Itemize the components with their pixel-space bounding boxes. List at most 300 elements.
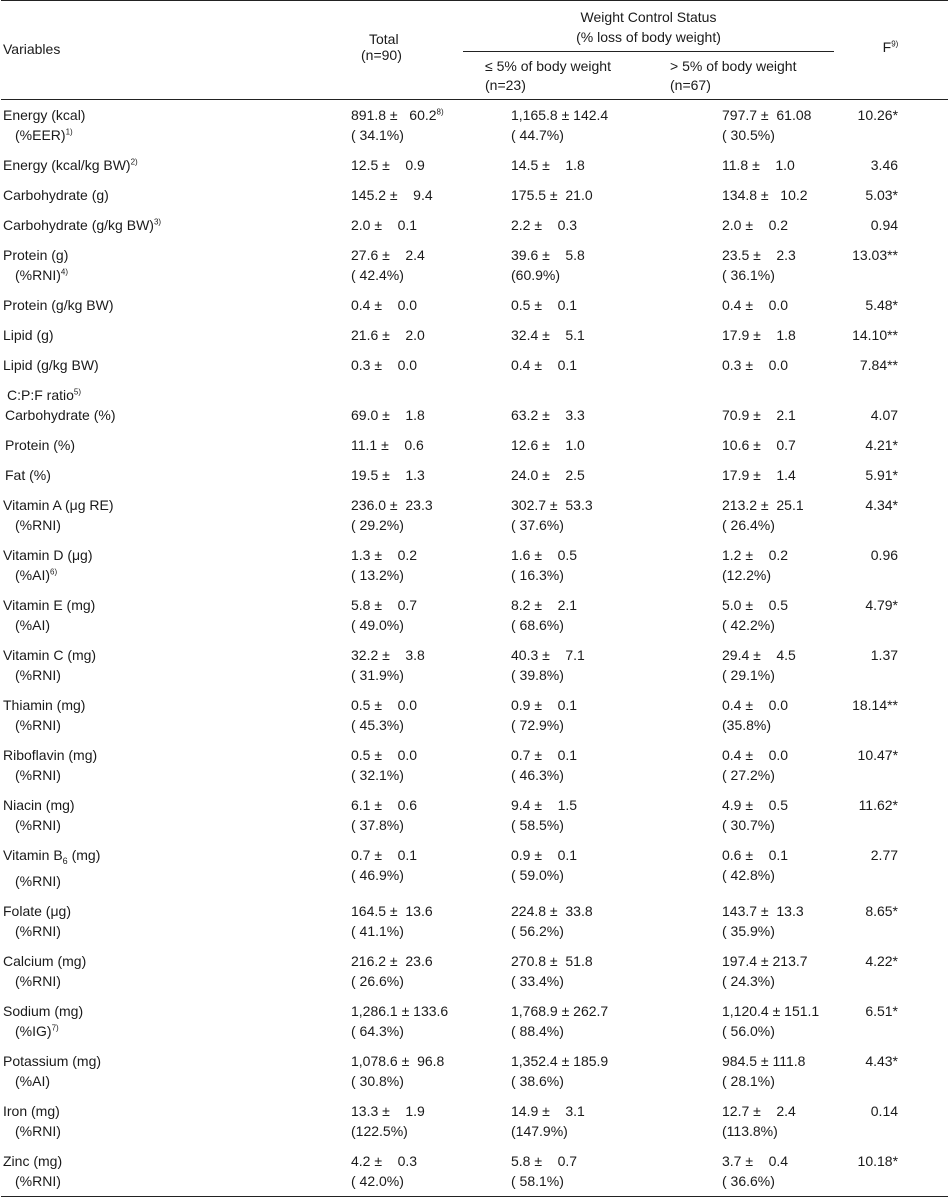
mean-sd-value: 27.6 ± 2.4 [351, 247, 425, 263]
mean-sd-value: 12.5 ± 0.9 [351, 157, 425, 173]
variable-sub-label: (%RNI) [15, 922, 61, 939]
cell-variable [1, 740, 331, 790]
percent-value: ( 16.3%) [511, 567, 564, 583]
cell-le5 [463, 460, 650, 490]
cell-total [331, 290, 463, 320]
variable-name: Niacin (mg) [3, 797, 75, 813]
cell-gt5 [650, 1146, 834, 1197]
cell-total [331, 540, 463, 590]
cell-variable [1, 490, 331, 540]
table-row [1, 840, 948, 896]
mean-sd-value: 40.3 ± 7.1 [511, 647, 585, 663]
mean-sd-value: 134.8 ± 10.2 [722, 187, 808, 203]
variable-sub-label: (%EER) [15, 127, 66, 143]
mean-sd-value: 0.6 ± 0.1 [722, 847, 789, 863]
cell-f-value [834, 1096, 948, 1146]
table-row [1, 640, 948, 690]
variable-name: Vitamin C (mg) [3, 647, 97, 663]
variable-name: Lipid (g/kg BW) [3, 357, 99, 373]
mean-sd-value: 5.8 ± 0.7 [511, 1152, 578, 1169]
cell-f-value [834, 290, 948, 320]
cell-gt5 [650, 490, 834, 540]
mean-sd-value: 197.4 ± 213.7 [722, 952, 808, 969]
mean-sd-value: 0.7 ± 0.1 [511, 747, 578, 763]
mean-sd-value: 2.2 ± 0.3 [511, 217, 578, 233]
f-statistic: 0.14 [870, 1102, 899, 1119]
percent-value: ( 32.1%) [351, 767, 404, 783]
mean-sd-value: 0.9 ± 0.1 [511, 847, 578, 863]
f-statistic: 4.07 [870, 407, 899, 423]
variable-name: Fat (%) [5, 467, 51, 483]
f-statistic: 4.34* [865, 497, 899, 513]
percent-value: ( 28.1%) [722, 1072, 775, 1089]
cell-f-value [834, 640, 948, 690]
mean-sd-value: 70.9 ± 2.1 [722, 407, 796, 423]
cell-f-value [834, 150, 948, 180]
cell-f-value [834, 840, 948, 896]
cell-gt5 [650, 350, 834, 380]
cell-gt5 [650, 640, 834, 690]
variable-name: Vitamin D (μg) [3, 547, 93, 563]
percent-value: ( 37.6%) [511, 517, 564, 533]
percent-value: ( 59.0%) [511, 867, 564, 883]
mean-sd-value: 39.6 ± 5.8 [511, 247, 585, 263]
cell-le5 [463, 210, 650, 240]
variable-name: C:P:F ratio [7, 387, 74, 403]
cell-f-value [834, 100, 948, 151]
mean-sd-value: 4.9 ± 0.5 [722, 797, 789, 813]
mean-sd-value: 0.4 ± 0.0 [722, 297, 789, 313]
mean-sd-value: 21.6 ± 2.0 [351, 327, 425, 343]
table-row [1, 946, 948, 996]
percent-value: ( 88.4%) [511, 1022, 564, 1039]
table-row [1, 320, 948, 350]
header-variables-label: Variables [3, 41, 61, 57]
header-total [331, 1, 463, 100]
mean-sd-value: 32.4 ± 5.1 [511, 327, 585, 343]
cell-f-value [834, 380, 948, 430]
mean-sd-value: 1,078.6 ± 96.8 [351, 1052, 445, 1069]
cell-total [331, 1096, 463, 1146]
header-f-footnote: 9) [891, 39, 899, 49]
percent-value: ( 58.1%) [511, 1172, 564, 1189]
f-statistic: 5.48* [865, 297, 899, 313]
cell-le5 [463, 350, 650, 380]
cell-f-value [834, 790, 948, 840]
cell-total [331, 946, 463, 996]
percent-value: ( 41.1%) [351, 922, 404, 939]
percent-value: ( 24.3%) [722, 972, 775, 989]
variable-name: Sodium (mg) [3, 1002, 84, 1019]
cell-total [331, 640, 463, 690]
cell-variable [1, 180, 331, 210]
variable-name: Iron (mg) [3, 1102, 60, 1119]
mean-sd-value: 0.4 ± 0.1 [511, 357, 578, 373]
mean-sd-value: 984.5 ± 111.8 [722, 1052, 806, 1069]
mean-sd-value: 24.0 ± 2.5 [511, 467, 585, 483]
percent-value: ( 13.2%) [351, 567, 404, 583]
percent-value: (35.8%) [722, 717, 772, 733]
variable-name: Protein (%) [5, 437, 76, 453]
cell-total [331, 100, 463, 151]
cell-variable [1, 790, 331, 840]
mean-sd-value: 302.7 ± 53.3 [511, 497, 593, 513]
variable-subscript: 6 [62, 855, 68, 866]
cell-le5 [463, 690, 650, 740]
percent-value: ( 35.9%) [722, 922, 775, 939]
percent-value: ( 58.5%) [511, 817, 564, 833]
header-le5 [463, 52, 650, 100]
f-statistic: 14.10** [852, 327, 899, 343]
percent-value: (12.2%) [722, 567, 772, 583]
mean-sd-value: 0.9 ± 0.1 [511, 697, 578, 713]
cell-gt5 [650, 790, 834, 840]
cell-gt5 [650, 100, 834, 151]
mean-sd-value: 11.8 ± 1.0 [722, 157, 795, 173]
cell-f-value [834, 490, 948, 540]
cell-gt5 [650, 996, 834, 1046]
percent-value: ( 29.1%) [722, 667, 775, 683]
table-row [1, 180, 948, 210]
mean-sd-value: 270.8 ± 51.8 [511, 952, 593, 969]
percent-value: ( 42.8%) [722, 867, 775, 883]
mean-sd-value: 12.7 ± 2.4 [722, 1102, 796, 1119]
cell-total [331, 240, 463, 290]
f-statistic: 5.03* [865, 187, 899, 203]
percent-value: ( 49.0%) [351, 617, 404, 633]
variable-name: Energy (kcal) [3, 107, 86, 123]
variable-sub-label: (%RNI) [15, 872, 61, 889]
cell-total [331, 690, 463, 740]
percent-value: ( 42.0%) [351, 1172, 404, 1189]
cell-f-value [834, 1046, 948, 1096]
f-statistic: 11.62* [858, 797, 899, 813]
header-gt5 [650, 52, 834, 100]
cell-variable [1, 540, 331, 590]
percent-value: ( 38.6%) [511, 1072, 564, 1089]
variable-name: Riboflavin (mg) [3, 747, 98, 763]
cell-le5 [463, 790, 650, 840]
cell-total [331, 150, 463, 180]
variable-name: Vitamin A (μg RE) [3, 497, 114, 513]
percent-value: ( 45.3%) [351, 717, 404, 733]
cell-gt5 [650, 290, 834, 320]
cell-total [331, 896, 463, 946]
cell-variable [1, 1046, 331, 1096]
cell-gt5 [650, 840, 834, 896]
table-row [1, 290, 948, 320]
percent-value: ( 44.7%) [511, 126, 564, 143]
percent-value: ( 64.3%) [351, 1022, 404, 1039]
cell-total [331, 460, 463, 490]
mean-sd-value: 69.0 ± 1.8 [351, 407, 425, 423]
cell-gt5 [650, 1046, 834, 1096]
mean-sd-value: 0.5 ± 0.0 [351, 697, 418, 713]
variable-sub-label: (%RNI) [15, 1172, 61, 1189]
cell-le5 [463, 896, 650, 946]
cell-le5 [463, 380, 650, 430]
header-group-subtitle: (% loss of body weight) [576, 29, 721, 45]
variable-sub-label: (%RNI) [15, 517, 61, 533]
mean-sd-value: 5.8 ± 0.7 [351, 597, 418, 613]
cell-f-value [834, 1146, 948, 1197]
table-row [1, 100, 948, 151]
table-row [1, 896, 948, 946]
header-gt5-label: > 5% of body weight [670, 58, 797, 74]
cell-total [331, 840, 463, 896]
mean-sd-value: 32.2 ± 3.8 [351, 647, 425, 663]
header-variables [1, 1, 331, 100]
mean-sd-value: 236.0 ± 23.3 [351, 497, 433, 513]
percent-value: (113.8%) [722, 1122, 778, 1139]
header-f-label: F [882, 39, 892, 55]
variable-sub-label: (%RNI) [15, 767, 61, 783]
mean-sd-value: 6.1 ± 0.6 [351, 797, 418, 813]
cell-total [331, 350, 463, 380]
cell-total [331, 490, 463, 540]
cell-le5 [463, 946, 650, 996]
mean-sd-value: 0.4 ± 0.0 [351, 297, 418, 313]
f-statistic: 3.46 [870, 157, 899, 173]
cell-variable [1, 946, 331, 996]
cell-gt5 [650, 150, 834, 180]
table-row [1, 150, 948, 180]
percent-value: ( 37.8%) [351, 817, 404, 833]
variable-name: Carbohydrate (g) [3, 187, 109, 203]
cell-variable [1, 350, 331, 380]
percent-value: ( 26.4%) [722, 517, 775, 533]
header-le5-label: ≤ 5% of body weight [485, 58, 611, 74]
variable-name: Vitamin E (mg) [3, 597, 96, 613]
mean-sd-value: 0.3 ± 0.0 [351, 357, 418, 373]
f-statistic: 1.37 [870, 647, 899, 663]
variable-sub-footnote: 7) [51, 1023, 59, 1033]
variable-footnote: 2) [130, 157, 138, 167]
variable-sub-label: (%RNI) [15, 972, 61, 989]
cell-gt5 [650, 320, 834, 350]
percent-value: ( 36.6%) [722, 1172, 775, 1189]
variable-sub-footnote: 4) [60, 267, 69, 277]
cell-le5 [463, 180, 650, 210]
table-row [1, 240, 948, 290]
cell-le5 [463, 240, 650, 290]
cell-variable [1, 460, 331, 490]
table-row [1, 740, 948, 790]
cell-f-value [834, 240, 948, 290]
table-row [1, 790, 948, 840]
table-row [1, 1046, 948, 1096]
cell-variable [1, 840, 331, 896]
percent-value: ( 26.6%) [351, 972, 404, 989]
cell-total [331, 1146, 463, 1197]
table-row [1, 490, 948, 540]
f-statistic: 8.65* [865, 902, 899, 919]
nutrient-intake-table [1, 0, 948, 1197]
cell-variable [1, 100, 331, 151]
cell-variable [1, 640, 331, 690]
percent-value: ( 68.6%) [511, 617, 564, 633]
cell-f-value [834, 210, 948, 240]
percent-value: ( 31.9%) [351, 667, 404, 683]
percent-value: ( 56.0%) [722, 1022, 775, 1039]
f-statistic: 4.22* [865, 952, 899, 969]
mean-sd-value: 0.4 ± 0.0 [722, 697, 789, 713]
cell-variable [1, 1096, 331, 1146]
cell-f-value [834, 740, 948, 790]
mean-sd-value: 143.7 ± 13.3 [722, 902, 804, 919]
percent-value: ( 34.1%) [351, 127, 404, 143]
mean-sd-value: 2.0 ± 0.1 [351, 217, 418, 233]
mean-sd-value: 0.5 ± 0.0 [351, 747, 418, 763]
header-gt5-n: (n=67) [670, 77, 711, 93]
mean-sd-value: 0.4 ± 0.0 [722, 747, 789, 763]
cell-f-value [834, 590, 948, 640]
mean-sd-value: 1,352.4 ± 185.9 [511, 1052, 609, 1069]
header-f [834, 1, 948, 100]
variable-name: Vitamin B [3, 847, 63, 863]
cell-gt5 [650, 896, 834, 946]
header-weight-control-status [463, 1, 834, 52]
cell-le5 [463, 640, 650, 690]
mean-sd-value: 164.5 ± 13.6 [351, 902, 433, 919]
header-total-label: Total [369, 31, 399, 47]
mean-sd-value: 1,286.1 ± 133.6 [351, 1002, 449, 1019]
percent-value: ( 27.2%) [722, 767, 775, 783]
cell-le5 [463, 430, 650, 460]
f-statistic: 7.84** [859, 357, 899, 373]
variable-sub-footnote: 1) [65, 127, 73, 137]
cell-total [331, 430, 463, 460]
mean-sd-value: 213.2 ± 25.1 [722, 497, 804, 513]
mean-sd-value: 29.4 ± 4.5 [722, 647, 796, 663]
cell-total [331, 210, 463, 240]
cell-total [331, 590, 463, 640]
cell-total [331, 320, 463, 350]
mean-sd-value: 145.2 ± 9.4 [351, 187, 433, 203]
header-total-n: (n=90) [361, 47, 402, 63]
mean-sd-value: 1.6 ± 0.5 [511, 547, 578, 563]
cell-gt5 [650, 946, 834, 996]
mean-sd-value: 4.2 ± 0.3 [351, 1152, 418, 1169]
cell-gt5 [650, 210, 834, 240]
variable-name: Energy (kcal/kg BW) [3, 157, 131, 173]
variable-name: Potassium (mg) [3, 1052, 102, 1069]
mean-sd-value: 224.8 ± 33.8 [511, 902, 593, 919]
f-statistic: 4.43* [865, 1052, 899, 1069]
f-statistic: 0.96 [870, 547, 899, 563]
mean-sd-value: 175.5 ± 21.0 [511, 187, 593, 203]
cell-variable [1, 380, 331, 430]
cell-le5 [463, 1096, 650, 1146]
cell-f-value [834, 946, 948, 996]
mean-sd-value: 1.3 ± 0.2 [351, 547, 418, 563]
mean-sd-value: 0.3 ± 0.0 [722, 357, 789, 373]
header-le5-n: (n=23) [485, 77, 526, 93]
cell-total [331, 740, 463, 790]
variable-name: Protein (g/kg BW) [3, 297, 114, 313]
cell-variable [1, 320, 331, 350]
percent-value: ( 56.2%) [511, 922, 564, 939]
cell-variable [1, 290, 331, 320]
cell-gt5 [650, 540, 834, 590]
mean-sd-value: 14.9 ± 3.1 [511, 1102, 585, 1119]
percent-value: ( 29.2%) [351, 517, 404, 533]
variable-name: Thiamin (mg) [3, 697, 86, 713]
mean-sd-value: 8.2 ± 2.1 [511, 597, 578, 613]
cell-le5 [463, 840, 650, 896]
cell-le5 [463, 1146, 650, 1197]
cell-f-value [834, 350, 948, 380]
variable-name: Calcium (mg) [3, 952, 87, 969]
cell-le5 [463, 740, 650, 790]
cell-gt5 [650, 240, 834, 290]
cell-gt5 [650, 740, 834, 790]
table-row [1, 590, 948, 640]
f-statistic: 4.79* [865, 597, 899, 613]
cell-total [331, 790, 463, 840]
f-statistic: 2.77 [870, 847, 899, 863]
mean-sd-value: 1.2 ± 0.2 [722, 547, 789, 563]
cell-f-value [834, 460, 948, 490]
mean-sd-value: 11.1 ± 0.6 [351, 437, 424, 453]
cell-total [331, 1046, 463, 1096]
table-row [1, 350, 948, 380]
mean-sd-value: 17.9 ± 1.4 [722, 467, 796, 483]
percent-value: (60.9%) [511, 267, 561, 283]
table-row [1, 1096, 948, 1146]
cell-total [331, 180, 463, 210]
variable-sub-footnote: 6) [50, 567, 58, 577]
table-row [1, 430, 948, 460]
table-body [1, 100, 948, 1197]
cell-variable [1, 896, 331, 946]
cell-f-value [834, 320, 948, 350]
percent-value: ( 46.3%) [511, 767, 564, 783]
table-row [1, 210, 948, 240]
cell-gt5 [650, 590, 834, 640]
cell-f-value [834, 540, 948, 590]
percent-value: ( 39.8%) [511, 667, 564, 683]
table-row [1, 1146, 948, 1197]
cell-le5 [463, 490, 650, 540]
variable-footnote: 5) [73, 387, 82, 397]
cell-le5 [463, 1046, 650, 1096]
mean-sd-value: 216.2 ± 23.6 [351, 952, 433, 969]
cell-total [331, 996, 463, 1046]
variable-sub-label: (%RNI) [15, 267, 61, 283]
cell-le5 [463, 100, 650, 151]
cell-variable [1, 240, 331, 290]
variable-name: Zinc (mg) [3, 1152, 63, 1169]
percent-value: ( 33.4%) [511, 972, 564, 989]
cell-variable [1, 210, 331, 240]
percent-value: ( 42.2%) [722, 617, 775, 633]
variable-sub-label: (%AI) [15, 617, 50, 633]
variable-unit: (mg) [67, 847, 101, 863]
percent-value: ( 46.9%) [351, 867, 404, 883]
mean-sd-value: 9.4 ± 1.5 [511, 797, 578, 813]
percent-value: ( 72.9%) [511, 717, 564, 733]
table-row [1, 996, 948, 1046]
cell-gt5 [650, 460, 834, 490]
cell-variable [1, 1146, 331, 1197]
f-statistic: 10.26* [857, 107, 899, 123]
cell-le5 [463, 150, 650, 180]
percent-value: ( 30.8%) [351, 1072, 404, 1089]
cell-le5 [463, 320, 650, 350]
variable-sub-label: (%RNI) [15, 817, 61, 833]
cell-gt5 [650, 690, 834, 740]
